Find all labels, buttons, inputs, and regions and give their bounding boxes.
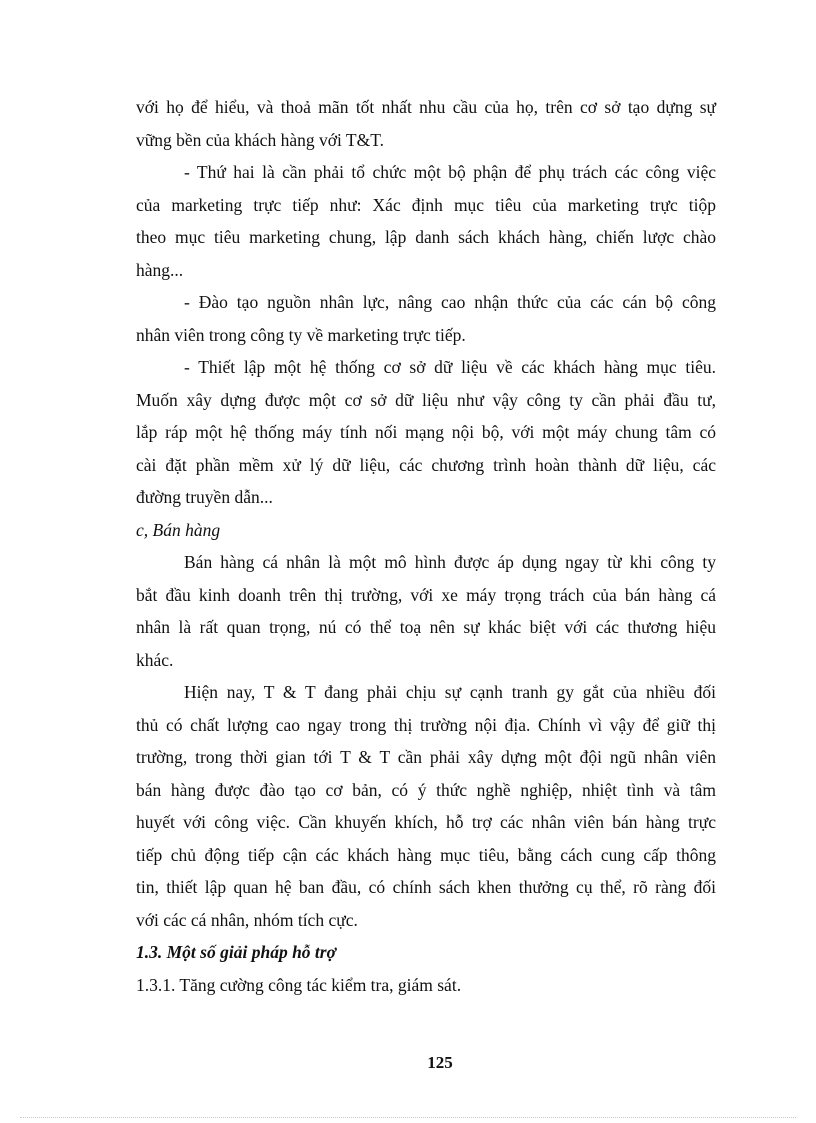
paragraph-line: với các cá nhân, nhóm tích cực. (136, 909, 358, 930)
paragraph-line: tiếp chủ động tiếp cận các khách hàng mục tiêu, bằng cách cung cấp thông (136, 844, 716, 865)
paragraph-line: theo mục tiêu marketing chung, lập danh sách khách hàng, chiến lược chào (136, 227, 716, 247)
paragraph-line: với họ để hiểu, và thoả mãn tốt nhất nhu cầu của họ, trên cơ sở tạo dựng sự (136, 97, 716, 117)
paragraph-line: vững bền của khách hàng với T&T. (136, 129, 384, 150)
paragraph-line: nhân là rất quan trọng, nú có thể toạ nên sự khác biệt với các thương hiệu (136, 617, 716, 637)
section-heading: 1.3. Một số giải pháp hỗ trợ (136, 942, 336, 962)
paragraph-line: của marketing trực tiếp như: Xác định mục tiêu của marketing trực tiộp (136, 194, 716, 215)
page-number: 125 (427, 1053, 453, 1072)
paragraph-line: - Đào tạo nguồn nhân lực, nâng cao nhận thức của các cán bộ công (184, 292, 716, 312)
paragraph-line: trường, trong thời gian tới T & T cần phải xây dựng một đội ngũ nhân viên (136, 747, 716, 767)
paragraph-line: bắt đầu kinh doanh trên thị trường, với xe máy trọng trách của bán hàng cá (136, 584, 716, 605)
paragraph-line: đường truyền dẫn... (136, 487, 273, 507)
paragraph-line: hàng... (136, 259, 184, 280)
paragraph-line: Hiện nay, T & T đang phải chịu sự cạnh tranh gy gắt của nhiều đối (184, 682, 716, 702)
paragraph-line: cài đặt phần mềm xử lý dữ liệu, các chương trình hoàn thành dữ liệu, các (136, 454, 716, 475)
footer-divider (20, 1117, 796, 1118)
paragraph-line: thủ có chất lượng cao ngay trong thị trường nội địa. Chính vì vậy để giữ thị (136, 714, 716, 735)
paragraph-line: khác. (136, 649, 174, 670)
paragraph-line: lắp ráp một hệ thống máy tính nối mạng nội bộ, với một máy chung tâm có (136, 422, 716, 442)
paragraph-line: nhân viên trong công ty về marketing trực tiếp. (136, 324, 466, 345)
paragraph-line: tin, thiết lập quan hệ ban đầu, có chính sách khen thưởng cụ thể, rõ ràng đối (136, 877, 716, 897)
subsection-heading: 1.3.1. Tăng cường công tác kiểm tra, giám sát. (136, 974, 462, 995)
paragraph-line: Muốn xây dựng được một cơ sở dữ liệu như vậy công ty cần phải đầu tư, (136, 389, 716, 410)
paragraph-line: bán hàng được đào tạo cơ bản, có ý thức nghề nghiệp, nhiệt tình và tâm (136, 779, 716, 800)
paragraph-line: - Thứ hai là cần phải tổ chức một bộ phận để phụ trách các công việc (184, 162, 716, 182)
paragraph-line: - Thiết lập một hệ thống cơ sở dữ liệu về các khách hàng mục tiêu. (184, 357, 716, 377)
paragraph-line: huyết với công việc. Cần khuyến khích, hỗ trợ các nhân viên bán hàng trực (136, 812, 716, 832)
subsection-label: c, Bán hàng (136, 519, 221, 540)
paragraph-line: Bán hàng cá nhân là một mô hình được áp dụng ngay từ khi công ty (184, 552, 716, 572)
body-text (136, 91, 716, 1001)
